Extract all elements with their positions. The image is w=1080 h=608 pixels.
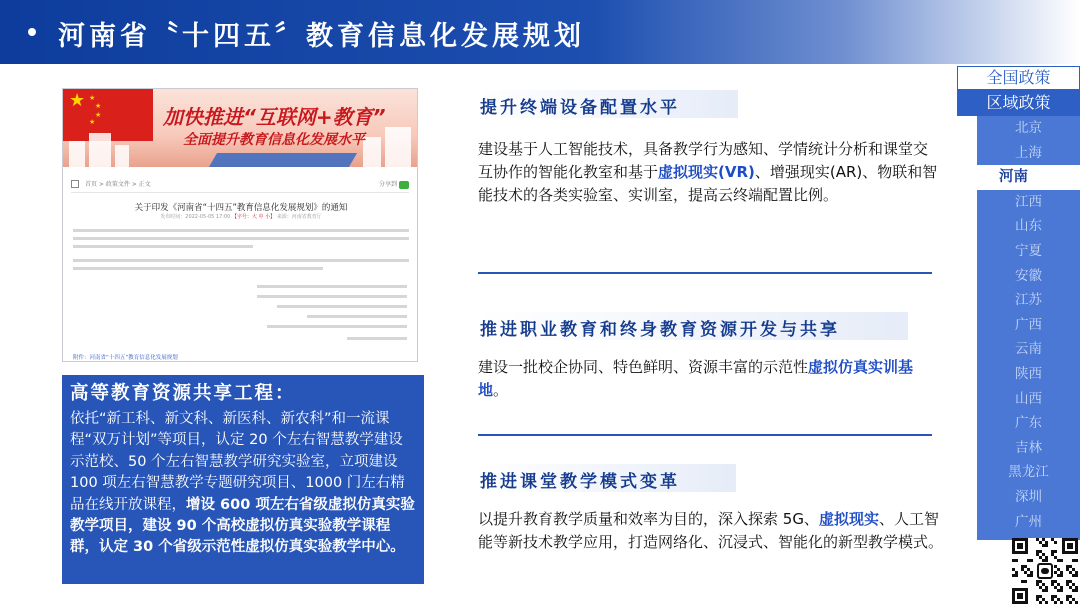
sidebar-item-region[interactable]: 深圳 — [1015, 489, 1042, 505]
wechat-icon — [1037, 563, 1053, 579]
policy-banner — [63, 89, 417, 167]
sidebar-item-region[interactable]: 吉林 — [1015, 439, 1042, 456]
section-body-text: 建设基于人工智能技术，具备教学行为感知、学情统计分析和课堂交互协作的智能化教室和基于 — [478, 140, 929, 181]
sidebar-item-region[interactable]: 上海 — [1015, 144, 1042, 161]
body-text-line — [73, 237, 409, 240]
qr-module — [1054, 550, 1057, 553]
policy-document-screenshot — [62, 88, 418, 362]
wechat-icon — [399, 181, 409, 189]
qr-module — [1075, 559, 1078, 562]
page-title: 河南省〝十四五〞教育信息化发展规划 — [58, 21, 585, 52]
signature-line — [307, 315, 407, 318]
qr-finder-pattern — [1062, 538, 1078, 554]
sidebar-tab-regional[interactable]: 区域政策 — [957, 90, 1080, 116]
section-highlight: 虚拟现实(VR) — [658, 163, 755, 181]
signature-line — [277, 305, 407, 308]
qr-module — [1069, 601, 1072, 604]
signature-line — [257, 285, 407, 288]
qr-module — [1060, 589, 1063, 592]
body-text-line — [73, 229, 409, 232]
info-box-body-bold: 增设 600 项左右省级虚拟仿真实验教学项目，建设 90 个高校虚拟仿真实验教学课程群，认定 30 个省级示范性虚拟仿真实验教学中心。 — [70, 496, 415, 556]
banner-subheadline: 全面提升教育信息化发展水平 — [183, 132, 365, 148]
home-icon — [71, 180, 79, 188]
body-text-line — [73, 259, 409, 262]
building-shape — [69, 141, 85, 167]
qr-module — [1045, 601, 1048, 604]
higher-education-info-box — [62, 375, 424, 584]
banner-headline: 加快推进“互联网+教育” — [163, 105, 386, 129]
sidebar-item-region[interactable]: 广州 — [1015, 513, 1042, 530]
flag-star-icon: ★ — [95, 102, 102, 110]
sidebar-item-region[interactable]: 江苏 — [1015, 292, 1042, 309]
sidebar-item-region[interactable]: 安徽 — [1015, 267, 1042, 284]
document-title: 关于印发《河南省“十四五”教育信息化发展规划》的通知 — [134, 203, 348, 213]
sidebar-item-region[interactable]: 宁夏 — [1015, 243, 1042, 259]
qr-module — [1045, 559, 1048, 562]
qr-module — [1015, 559, 1018, 562]
section-body-text: 、增强现实(AR)、物联和智能技术的各类实验室、实训室，提高云终端配置比例。 — [478, 163, 938, 204]
body-text-line — [73, 267, 323, 270]
qr-module — [1060, 559, 1063, 562]
qr-module — [1039, 601, 1042, 604]
qr-module — [1030, 559, 1033, 562]
sidebar-item-region[interactable]: 江西 — [1015, 193, 1042, 210]
qr-module — [1054, 601, 1057, 604]
flag-star-icon: ★ — [89, 94, 96, 102]
section-heading-classroom: 推进课堂教学模式变革 — [478, 464, 736, 492]
section-heading-terminal: 提升终端设备配置水平 — [478, 90, 738, 118]
sidebar-item-region[interactable]: 陕西 — [1015, 366, 1042, 382]
building-shape — [115, 145, 129, 167]
section-body-terminal — [478, 138, 938, 207]
share-label: 分享到 — [378, 181, 397, 188]
qr-module — [1075, 589, 1078, 592]
flag-star-icon: ★ — [69, 90, 86, 111]
share-area — [379, 179, 409, 189]
sidebar-item-region[interactable]: 北京 — [1015, 120, 1042, 136]
qr-module — [1075, 574, 1078, 577]
building-shape — [363, 137, 381, 167]
section-body-text: 以提升教育教学质量和效率为目的，深入探索 5G、 — [478, 510, 819, 528]
qr-finder-pattern — [1012, 538, 1028, 554]
qr-module — [1024, 580, 1027, 583]
section-body-classroom — [478, 508, 948, 554]
breadcrumb — [71, 179, 409, 193]
flag-star-icon: ★ — [95, 111, 102, 119]
signature-line — [347, 337, 407, 340]
sidebar-tab-national[interactable]: 全国政策 — [957, 66, 1080, 90]
sidebar-item-region[interactable]: 河南 — [957, 165, 1080, 190]
qr-module — [1030, 574, 1033, 577]
sidebar-item-region[interactable]: 山东 — [1015, 218, 1042, 235]
sidebar-item-region[interactable]: 广西 — [1015, 316, 1042, 333]
qr-module — [1045, 544, 1048, 547]
section-body-text: 建设一批校企协同、特色鲜明、资源丰富的示范性 — [478, 358, 809, 376]
qr-code-icon — [1012, 538, 1078, 604]
body-text-line — [73, 245, 253, 248]
publish-time: 发布时间：2022-05-05 17:00 — [160, 214, 231, 220]
info-box-body-text: 依托“新工科、新文科、新医科、新农科”和一流课程“双万计划”等项目，认定 20 个左右智慧教学建设示范校、50 个左右智慧教学研究实验室，立项建设 100 项左右智慧教学专题研究项目、1000 门左右精品在线开放课程， — [70, 411, 405, 513]
breadcrumb-text: 首页 > 政策文件 > 正文 — [85, 181, 151, 188]
sidebar-item-region[interactable]: 山西 — [1015, 390, 1042, 407]
section-highlight: 虚拟现实 — [818, 510, 879, 528]
qr-module — [1015, 574, 1018, 577]
sidebar-item-region[interactable]: 广东 — [1015, 415, 1042, 432]
title-bullet-icon — [28, 28, 36, 36]
info-box-body — [70, 409, 416, 559]
qr-module — [1060, 601, 1063, 604]
flag-star-icon: ★ — [89, 118, 96, 126]
banner-road-shape — [209, 153, 357, 167]
section-divider — [478, 434, 932, 436]
qr-finder-pattern — [1012, 588, 1028, 604]
document-meta — [63, 213, 418, 220]
signature-line — [267, 325, 407, 328]
info-box-heading: 高等教育资源共享工程： — [70, 383, 296, 404]
section-body-text: 。 — [493, 381, 509, 399]
qr-module — [1054, 541, 1057, 544]
policy-sidebar — [957, 66, 1080, 540]
section-divider — [478, 272, 932, 274]
building-shape — [89, 133, 111, 167]
section-highlight: 虚拟仿真实训基地 — [478, 358, 914, 399]
sidebar-item-region[interactable]: 黑龙江 — [1008, 464, 1049, 481]
attachment-link[interactable]: 附件：河南省“十四五”教育信息化发展规划 — [73, 355, 178, 361]
qr-module — [1045, 589, 1048, 592]
qr-module — [1075, 601, 1078, 604]
sidebar-item-region[interactable]: 云南 — [1015, 341, 1042, 358]
section-heading-vocational: 推进职业教育和终身教育资源开发与共享 — [478, 312, 908, 340]
section-body-text: 、人工智能等新技术教学应用，打造网络化、沉浸式、智能化的新型教学模式。 — [478, 510, 944, 551]
font-size-controls: 【字号：大 中 小】 — [231, 214, 276, 220]
document-source: 来源：河南省教育厅 — [276, 214, 322, 220]
section-body-vocational — [478, 356, 938, 402]
building-shape — [385, 127, 411, 167]
signature-line — [257, 295, 407, 298]
page-header — [0, 0, 1080, 64]
qr-module — [1060, 574, 1063, 577]
